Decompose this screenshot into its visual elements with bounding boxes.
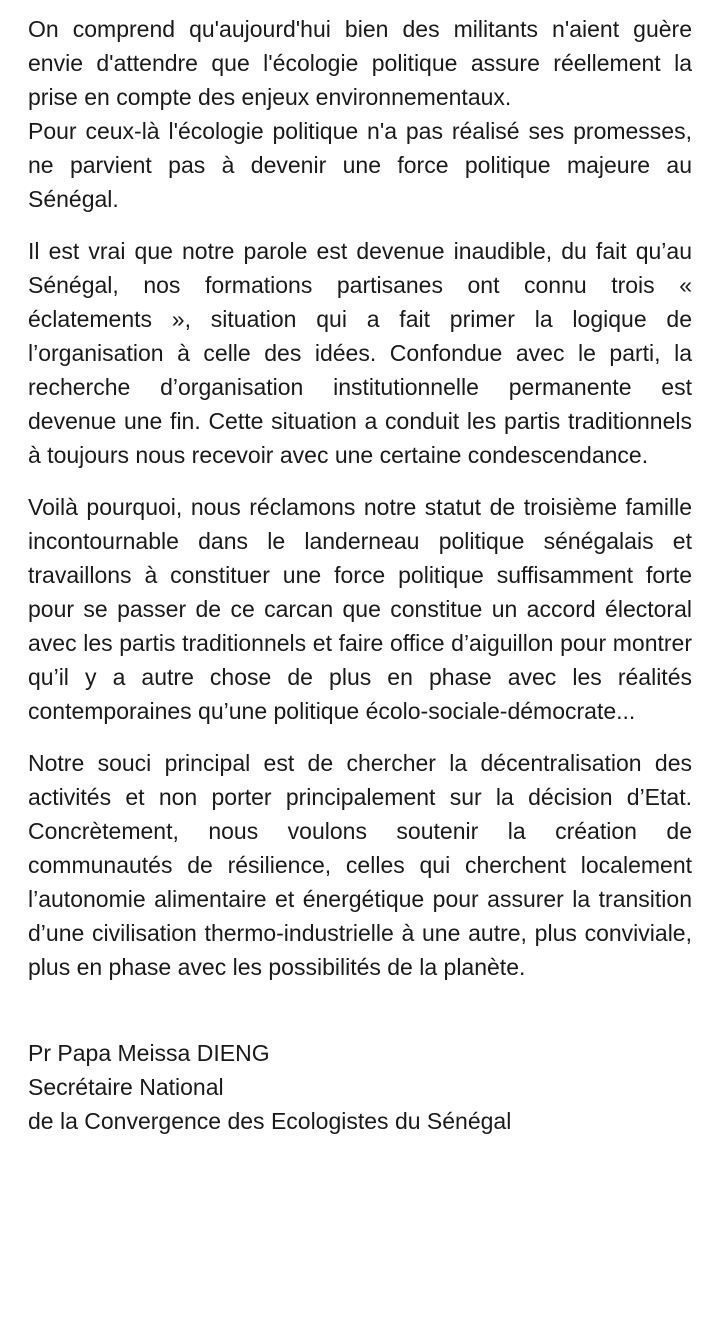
paragraph-1-line-2: Pour ceux-là l'écologie politique n'a pas réalisé ses promesses, ne parvient pas à devenir une force politique majeure au Sénégal. (28, 118, 692, 212)
paragraph-1-line-1: On comprend qu'aujourd'hui bien des militants n'aient guère envie d'attendre que l'écologie politique assure réellement la prise en compte des enjeux environnementaux. (28, 16, 692, 110)
paragraph-2 (28, 234, 692, 472)
paragraph-4 (28, 746, 692, 984)
article-body (28, 12, 692, 1138)
signature-block (28, 1036, 692, 1138)
paragraph-3-text: Voilà pourquoi, nous réclamons notre statut de troisième famille incontournable dans le landerneau politique sénégalais et travaillons à constituer une force politique suffisamment forte pour se passer de ce carcan que constitue un accord électoral avec les partis traditionnels et faire office d’aiguillon pour montrer qu’il y a autre chose de plus en phase avec les réalités contemporaines qu’une politique écolo-sociale-démocrate... (28, 494, 692, 724)
paragraph-2-text: Il est vrai que notre parole est devenue inaudible, du fait qu’au Sénégal, nos formations partisanes ont connu trois « éclatements », situation qui a fait primer la logique de l’organisation à celle des idées. Confondue avec le parti, la recherche d’organisation institutionnelle permanente est devenue une fin. Cette situation a conduit les partis traditionnels à toujours nous recevoir avec une certaine condescendance. (28, 238, 692, 468)
paragraph-1 (28, 12, 692, 216)
signature-title: Secrétaire National (28, 1074, 224, 1100)
signature-organization: de la Convergence des Ecologistes du Sénégal (28, 1108, 512, 1134)
signature-name: Pr Papa Meissa DIENG (28, 1040, 270, 1066)
paragraph-4-text: Notre souci principal est de chercher la décentralisation des activités et non porter principalement sur la décision d’Etat. Concrètement, nous voulons soutenir la création de communautés de résilience, celles qui cherchent localement l’autonomie alimentaire et énergétique pour assurer la transition d’une civilisation thermo-industrielle à une autre, plus conviviale, plus en phase avec les possibilités de la planète. (28, 750, 692, 980)
paragraph-3 (28, 490, 692, 728)
